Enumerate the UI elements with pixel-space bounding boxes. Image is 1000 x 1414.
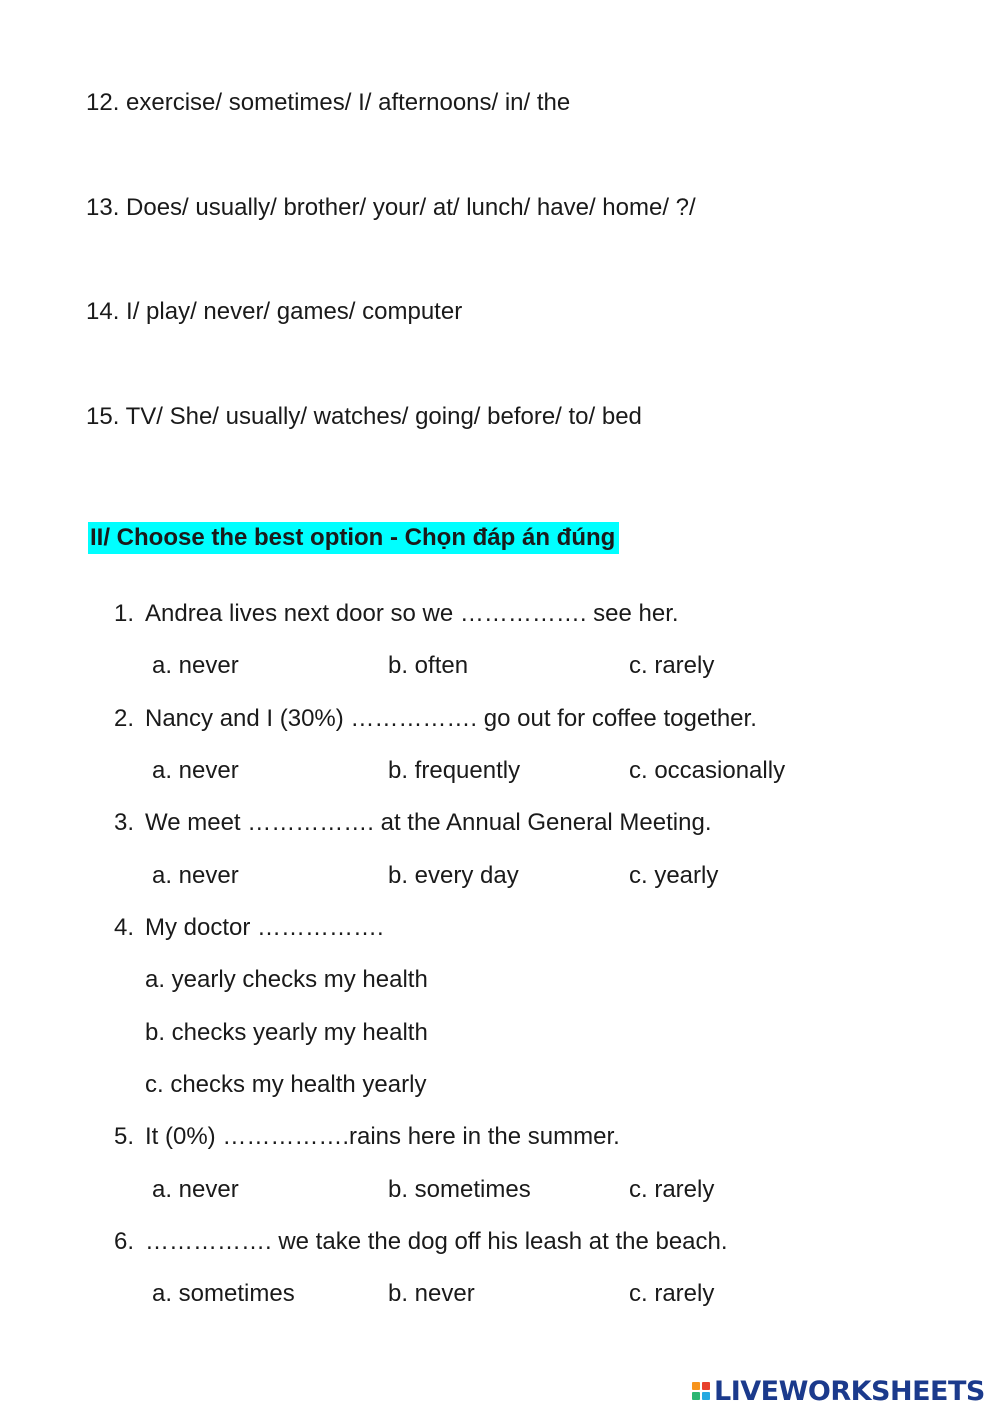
question-number: 3. [114,809,135,836]
logo-text: LIVEWORKSHEETS [714,1375,985,1407]
q3-option-b[interactable]: b. every day [388,862,519,889]
question-6 [114,1227,728,1257]
q4-option-a[interactable]: a. yearly checks my health [145,966,428,993]
question-text: ……………. we take the dog off his leash at the beach. [145,1228,728,1255]
logo-square [692,1392,700,1400]
question-number: 4. [114,914,135,941]
q5-option-a[interactable]: a. never [152,1176,239,1203]
question-text: Andrea lives next door so we ……………. see her. [145,600,679,627]
exercise-item-12: 12. exercise/ sometimes/ I/ afternoons/ in/ the [86,89,571,116]
exercise-item-14: 14. I/ play/ never/ games/ computer [86,298,463,325]
question-number: 5. [114,1123,135,1150]
q6-option-b[interactable]: b. never [388,1280,475,1307]
q6-option-c[interactable]: c. rarely [629,1280,715,1307]
q5-option-c[interactable]: c. rarely [629,1176,715,1203]
exercise-item-13: 13. Does/ usually/ brother/ your/ at/ lunch/ have/ home/ ?/ [86,194,696,221]
liveworksheets-logo[interactable] [692,1374,985,1408]
exercise-item-15: 15. TV/ She/ usually/ watches/ going/ before/ to/ bed [86,403,642,430]
question-4 [114,913,384,943]
q4-option-b[interactable]: b. checks yearly my health [145,1019,428,1046]
q6-option-a[interactable]: a. sometimes [152,1280,295,1307]
question-1 [114,599,679,629]
question-number: 6. [114,1228,135,1255]
q2-option-c[interactable]: c. occasionally [629,757,786,784]
question-3 [114,808,711,838]
question-text: We meet ……………. at the Annual General Meeting. [145,809,712,836]
q1-option-a[interactable]: a. never [152,652,239,679]
question-number: 1. [114,600,135,627]
q4-option-c[interactable]: c. checks my health yearly [145,1071,427,1098]
question-number: 2. [114,705,135,732]
question-text: It (0%) …………….rains here in the summer. [145,1123,620,1150]
q2-option-b[interactable]: b. frequently [388,757,521,784]
q1-option-c[interactable]: c. rarely [629,652,715,679]
question-5 [114,1122,620,1152]
q3-option-c[interactable]: c. yearly [629,862,719,889]
question-text: My doctor ……………. [145,914,384,941]
logo-square [702,1382,710,1390]
logo-square [692,1382,700,1390]
question-2 [114,704,757,734]
q5-option-b[interactable]: b. sometimes [388,1176,531,1203]
section-title: II/ Choose the best option - Chọn đáp án đúng [88,522,619,554]
logo-square [702,1392,710,1400]
q1-option-b[interactable]: b. often [388,652,469,679]
q3-option-a[interactable]: a. never [152,862,239,889]
q2-option-a[interactable]: a. never [152,757,239,784]
liveworksheets-logo-icon [692,1382,710,1400]
question-text: Nancy and I (30%) ……………. go out for coffee together. [145,705,757,732]
